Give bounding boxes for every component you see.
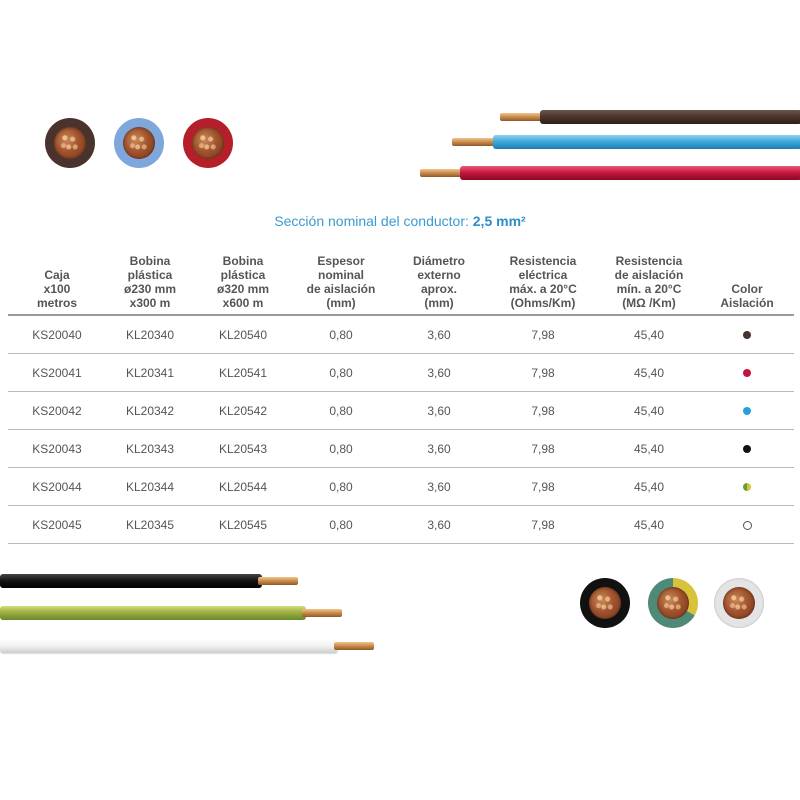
cell-caja: KS20042 [8,392,106,430]
cell-res-electrica: 7,98 [488,506,598,544]
cell-diametro: 3,60 [390,392,488,430]
color-swatch-brown [743,331,751,339]
header-espesor: Espesor nominal de aislación (mm) [292,244,390,315]
cell-caja: KS20040 [8,315,106,354]
cell-res-aislacion: 45,40 [598,468,700,506]
cell-diametro: 3,60 [390,315,488,354]
cell-bobina-230: KL20342 [106,392,194,430]
cell-color [700,468,794,506]
cell-bobina-230: KL20341 [106,354,194,392]
color-swatch-blue [743,407,751,415]
cell-res-electrica: 7,98 [488,315,598,354]
cell-espesor: 0,80 [292,392,390,430]
cell-res-aislacion: 45,40 [598,506,700,544]
cell-color [700,392,794,430]
cell-espesor: 0,80 [292,468,390,506]
table-row [8,354,794,392]
header-caja: Caja x100 metros [8,244,106,315]
cell-res-electrica: 7,98 [488,468,598,506]
cell-bobina-230: KL20343 [106,430,194,468]
cell-diametro: 3,60 [390,430,488,468]
cell-bobina-320: KL20544 [194,468,292,506]
cross-section-black [580,578,630,628]
cell-espesor: 0,80 [292,354,390,392]
cell-res-aislacion: 45,40 [598,392,700,430]
cross-section-blue [114,118,164,168]
cell-bobina-320: KL20543 [194,430,292,468]
header-color: Color Aislación [700,244,794,315]
table-header-row [8,244,794,315]
cell-color [700,354,794,392]
cell-res-electrica: 7,98 [488,354,598,392]
table-row [8,315,794,354]
cell-diametro: 3,60 [390,506,488,544]
cross-section-green-yellow [648,578,698,628]
cell-bobina-230: KL20344 [106,468,194,506]
specs-table [8,244,794,544]
cell-bobina-320: KL20542 [194,392,292,430]
cell-bobina-320: KL20540 [194,315,292,354]
cell-caja: KS20041 [8,354,106,392]
cell-espesor: 0,80 [292,315,390,354]
color-swatch-white [743,521,752,530]
cell-color [700,430,794,468]
cell-res-electrica: 7,98 [488,430,598,468]
header-diametro: Diámetro externo aprox. (mm) [390,244,488,315]
color-swatch-green-yellow [743,483,751,491]
table-row [8,392,794,430]
cross-section-red [183,118,233,168]
cross-section-brown [45,118,95,168]
title-prefix: Sección nominal del conductor: [274,213,469,229]
cell-diametro: 3,60 [390,468,488,506]
cell-espesor: 0,80 [292,430,390,468]
cell-caja: KS20043 [8,430,106,468]
cell-bobina-320: KL20545 [194,506,292,544]
header-resistencia-aislacion: Resistencia de aislación mín. a 20°C (MΩ /Km) [598,244,700,315]
color-swatch-red [743,369,751,377]
cell-res-aislacion: 45,40 [598,315,700,354]
cell-diametro: 3,60 [390,354,488,392]
cell-bobina-230: KL20345 [106,506,194,544]
cell-color [700,506,794,544]
cell-res-aislacion: 45,40 [598,430,700,468]
cross-section-white [714,578,764,628]
cell-bobina-320: KL20541 [194,354,292,392]
header-bobina-230: Bobina plástica ø230 mm x300 m [106,244,194,315]
cell-caja: KS20044 [8,468,106,506]
header-resistencia-electrica: Resistencia eléctrica máx. a 20°C (Ohms/Km) [488,244,598,315]
table-row [8,430,794,468]
section-title [0,213,800,229]
cell-color [700,315,794,354]
header-bobina-320: Bobina plástica ø320 mm x600 m [194,244,292,315]
title-value: 2,5 mm² [472,213,526,229]
cell-caja: KS20045 [8,506,106,544]
cell-res-aislacion: 45,40 [598,354,700,392]
cell-espesor: 0,80 [292,506,390,544]
table-row [8,506,794,544]
cell-res-electrica: 7,98 [488,392,598,430]
color-swatch-black [743,445,751,453]
cell-bobina-230: KL20340 [106,315,194,354]
table-row [8,468,794,506]
